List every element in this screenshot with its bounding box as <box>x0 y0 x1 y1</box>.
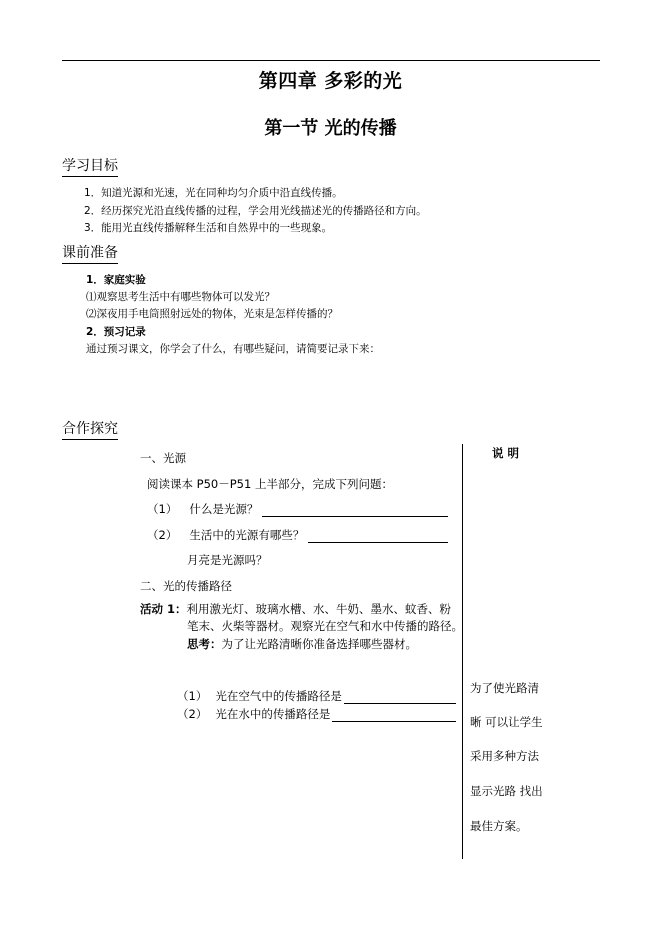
question-1-answer-line[interactable] <box>262 504 448 517</box>
prep-heading: 课前准备 <box>62 245 118 264</box>
side-note-1: 为了使光路清 <box>470 681 539 695</box>
side-note-4: 显示光路 找出 <box>470 784 543 798</box>
think-text: 为了让光路清晰你准备选择哪些器材。 <box>221 637 417 651</box>
result-1 <box>177 689 456 704</box>
preview-title: 2．预习记录 <box>86 326 146 338</box>
notes-divider <box>462 444 463 859</box>
result-1-number: （1） <box>177 689 208 703</box>
activity-line-1 <box>140 602 451 617</box>
question-2-number: （2） <box>147 528 178 542</box>
notes-title: 说 明 <box>492 446 520 460</box>
question-1-number: （1） <box>147 502 178 516</box>
preview-text: 通过预习课文，你学会了什么，有哪些疑问，请简要记录下来： <box>86 343 380 355</box>
question-2-answer-line[interactable] <box>308 530 448 543</box>
goals-heading: 学习目标 <box>62 158 118 177</box>
home-experiment-title: 1．家庭实验 <box>86 274 146 286</box>
question-2-text: 生活中的光源有哪些？ <box>189 528 305 542</box>
side-note-5: 最佳方案。 <box>470 819 528 833</box>
result-1-text: 光在空气中的传播路径是 <box>215 689 342 703</box>
side-note-2: 晰 可以让学生 <box>470 715 543 729</box>
part2-title: 二、光的传播路径 <box>140 579 232 593</box>
question-1 <box>147 502 448 517</box>
explore-heading: 合作探究 <box>62 421 118 440</box>
question-3-text: 月亮是光源吗？ <box>187 553 268 567</box>
section-title: 第一节 光的传播 <box>264 118 397 139</box>
question-2 <box>147 528 448 543</box>
activity-text-1: 利用激光灯、玻璃水槽、水、牛奶、墨水、蚊香、粉 <box>186 602 452 616</box>
goal-item-2: 2．经历探究光沿直线传播的过程，学会用光线描述光的传播路径和方向。 <box>84 205 427 217</box>
activity-label: 活动 1： <box>140 602 187 616</box>
part1-intro: 阅读课本 P50－P51 上半部分，完成下列问题： <box>147 477 393 491</box>
result-2 <box>177 707 456 722</box>
think-line <box>187 637 417 652</box>
activity-text-2: 笔末、火柴等器材。观察光在空气和水中传播的路径。 <box>187 619 463 633</box>
result-2-text: 光在水中的传播路径是 <box>215 707 331 721</box>
top-rule <box>62 60 600 61</box>
think-label: 思考： <box>187 637 222 651</box>
question-1-text: 什么是光源？ <box>189 502 259 516</box>
result-1-answer-line[interactable] <box>344 691 456 704</box>
goal-item-1: 1．知道光源和光速，光在同种均匀介质中沿直线传播。 <box>84 187 343 199</box>
chapter-title: 第四章 多彩的光 <box>258 70 403 92</box>
part1-title: 一、光源 <box>140 451 186 465</box>
goal-item-3: 3．能用光直线传播解释生活和自然界中的一些现象。 <box>84 222 333 234</box>
result-2-answer-line[interactable] <box>332 709 456 722</box>
side-note-3: 采用多种方法 <box>470 749 539 763</box>
home-item-2: ⑵深夜用手电筒照射远处的物体，光束是怎样传播的？ <box>86 308 338 320</box>
result-2-number: （2） <box>177 707 208 721</box>
home-item-1: ⑴观察思考生活中有哪些物体可以发光？ <box>86 291 275 303</box>
